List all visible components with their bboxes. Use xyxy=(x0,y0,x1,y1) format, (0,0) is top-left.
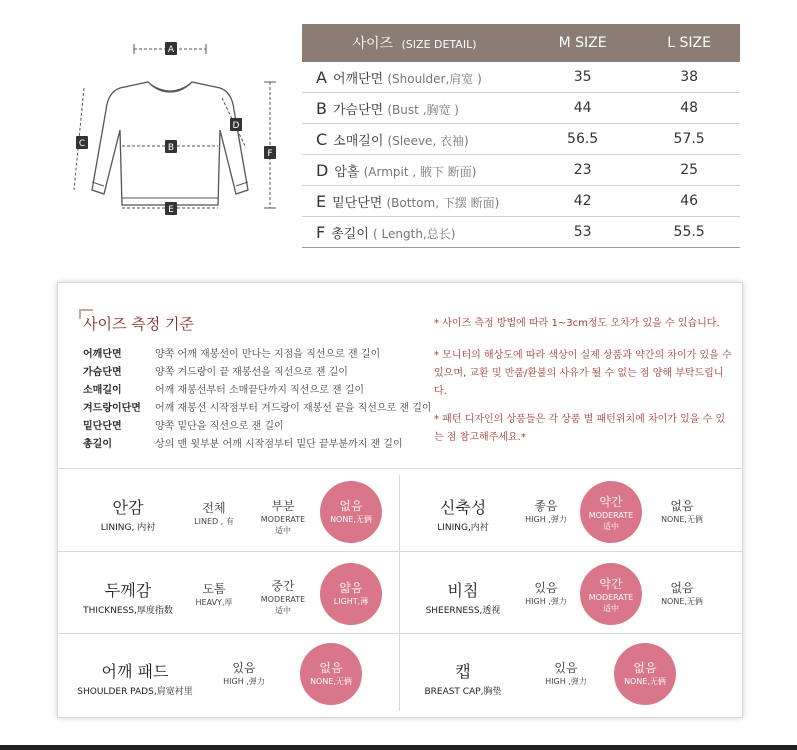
row-letter: B xyxy=(316,98,327,118)
rating-title-text: 비침 xyxy=(447,581,479,600)
row-label: 가슴단면 xyxy=(332,102,384,118)
rating-title-sub: THICKNESS,厚度指数 xyxy=(83,606,173,616)
note-pattern: * 패턴 디자인의 상품들은 각 상품 별 패턴위치에 차이가 있을 수 있는 점 참고해주세요.* xyxy=(434,414,726,443)
option-sub: LIGHT,薄 xyxy=(333,597,369,606)
breast-cap-option-yes xyxy=(536,659,596,687)
bottom-border xyxy=(0,745,797,750)
row-label: 소매길이 xyxy=(333,133,384,149)
thickness-option-light-selected xyxy=(320,563,382,625)
option-sub: NONE,无俩 xyxy=(310,677,352,686)
label-e xyxy=(165,202,177,215)
header-size-detail xyxy=(302,24,527,62)
row-letter: A xyxy=(316,67,327,87)
table-row xyxy=(302,186,740,217)
rating-title-text: 캡 xyxy=(455,662,471,681)
option-sub: MODERATE xyxy=(260,515,306,524)
row-label: 어깨단면 xyxy=(332,71,384,87)
label-f xyxy=(264,146,276,159)
option-label: 중간 xyxy=(271,579,295,593)
row-desc: (Armpit , 腋下 断面) xyxy=(363,164,477,179)
option-label: 없음 xyxy=(670,581,694,595)
option-sub: HIGH ,弹力 xyxy=(223,677,265,686)
option-sub: MODERATE xyxy=(260,595,306,604)
measure-term: 겨드랑이단면 xyxy=(83,403,141,414)
label-a-text: A xyxy=(167,45,175,55)
option-sub: HEAVY,厚 xyxy=(195,598,233,607)
option-label: 없음 xyxy=(339,499,363,513)
row-letter: F xyxy=(316,222,326,242)
row-name xyxy=(302,155,527,186)
header-title: 사이즈 xyxy=(352,36,394,52)
row-label: 암홀 xyxy=(334,164,360,180)
left-cuff xyxy=(92,182,104,186)
table-row xyxy=(302,217,740,248)
measure-desc: 어깨 재봉선 시작점부터 겨드랑이 재봉선 끝을 직선으로 잰 길이 xyxy=(155,403,432,414)
option-sub: HIGH ,弹力 xyxy=(525,597,567,606)
measure-desc: 어깨 재봉선부터 소매끝단까지 직선으로 잰 길이 xyxy=(155,385,365,396)
rating-stretch-title xyxy=(408,495,518,533)
row-m-value: 35 xyxy=(527,62,638,93)
label-e-text: E xyxy=(168,205,174,215)
shirt-collar xyxy=(150,84,190,91)
option-label: 약간 xyxy=(599,577,623,591)
note-error-range: * 사이즈 측정 방법에 따라 1~3cm정도 오차가 있을 수 있습니다. xyxy=(434,318,720,329)
label-b xyxy=(165,140,177,153)
divider xyxy=(58,633,742,634)
row-desc: (Shoulder,肩宽 ) xyxy=(387,71,482,86)
rating-title-sub: LINING,内衬 xyxy=(437,523,489,533)
stretch-option-none xyxy=(652,497,712,525)
sheerness-option-moderate-selected xyxy=(580,563,642,625)
shoulder-pads-option-yes xyxy=(214,659,274,687)
row-desc: (Sleeve, 衣袖) xyxy=(387,133,469,148)
measure-term: 밑단단면 xyxy=(83,421,122,432)
row-name xyxy=(302,186,527,217)
header-l-size: L SIZE xyxy=(638,24,740,62)
thickness-option-heavy xyxy=(186,580,242,608)
shoulder-pads-option-none-selected xyxy=(300,643,362,705)
info-card xyxy=(57,282,743,718)
option-label: 없음 xyxy=(319,661,343,675)
size-table xyxy=(302,24,740,248)
measure-term: 가슴단면 xyxy=(83,367,122,378)
header-title-sub: (SIZE DETAIL) xyxy=(401,38,477,51)
option-sub-2: 适中 xyxy=(275,606,291,615)
stretch-option-high xyxy=(516,497,576,525)
lining-option-none-selected xyxy=(320,481,382,543)
option-sub-2: 适中 xyxy=(603,522,619,531)
row-name xyxy=(302,93,527,124)
row-desc: (Bust ,胸宽 ) xyxy=(387,102,459,117)
option-label: 얇음 xyxy=(339,581,363,595)
row-name xyxy=(302,124,527,155)
row-desc: ( Length,总长) xyxy=(373,226,456,241)
divider xyxy=(58,551,742,552)
row-letter: E xyxy=(316,191,327,211)
row-name xyxy=(302,62,527,93)
rating-title-text: 안감 xyxy=(112,498,144,517)
row-letter: D xyxy=(316,160,329,180)
rating-title-sub: SHOULDER PADS,肩宽衬里 xyxy=(77,687,193,697)
row-m-value: 23 xyxy=(527,155,638,186)
row-l-value: 57.5 xyxy=(638,124,740,155)
measure-desc: 양쪽 겨드랑이 끝 재봉선을 직선으로 잰 길이 xyxy=(155,367,348,378)
option-sub: MODERATE xyxy=(588,593,634,602)
measure-term: 소매길이 xyxy=(83,385,122,396)
label-c-text: C xyxy=(78,139,86,149)
table-row xyxy=(302,93,740,124)
option-sub: HIGH ,弹力 xyxy=(525,515,567,524)
rating-thickness-title xyxy=(64,578,192,616)
rating-title-text: 어깨 패드 xyxy=(101,662,169,681)
table-row xyxy=(302,155,740,186)
row-m-value: 42 xyxy=(527,186,638,217)
option-sub-2: 适中 xyxy=(275,526,291,535)
row-l-value: 46 xyxy=(638,186,740,217)
row-l-value: 38 xyxy=(638,62,740,93)
row-name xyxy=(302,217,527,248)
size-table-header xyxy=(302,24,740,62)
option-sub: NONE,无俩 xyxy=(661,515,703,524)
sheerness-option-none xyxy=(652,579,712,607)
row-label: 밑단단면 xyxy=(332,195,383,211)
rating-lining-title xyxy=(68,495,188,533)
header-m-size: M SIZE xyxy=(527,24,638,62)
row-desc: (Bottom, 下摆 断面) xyxy=(386,195,500,210)
stretch-option-moderate-selected xyxy=(580,481,642,543)
option-label: 약간 xyxy=(599,495,623,509)
option-sub: NONE,无俩 xyxy=(661,597,703,606)
label-f-text: F xyxy=(267,149,273,159)
option-sub-2: 适中 xyxy=(603,604,619,613)
label-c xyxy=(76,136,88,149)
rating-title-text: 두께감 xyxy=(104,581,152,600)
row-m-value: 44 xyxy=(527,93,638,124)
label-d-text: D xyxy=(232,121,240,131)
measure-term: 어깨단면 xyxy=(83,349,122,360)
row-l-value: 55.5 xyxy=(638,217,740,248)
row-l-value: 25 xyxy=(638,155,740,186)
option-label: 있음 xyxy=(232,661,256,675)
rating-breast-cap-title xyxy=(408,659,518,697)
option-label: 없음 xyxy=(670,499,694,513)
measure-title: 사이즈 측정 기준 xyxy=(83,315,194,333)
option-sub: NONE,无俩 xyxy=(624,677,666,686)
rating-shoulder-pads-title xyxy=(60,659,210,697)
option-label: 부분 xyxy=(271,499,295,513)
measure-desc: 상의 맨 윗부분 어깨 시작점부터 밑단 끝부분까지 잰 길이 xyxy=(155,439,403,450)
thickness-option-moderate xyxy=(248,577,318,616)
lining-option-partial xyxy=(248,497,318,536)
option-label: 있음 xyxy=(554,661,578,675)
option-sub: NONE,无俩 xyxy=(330,515,372,524)
breast-cap-option-none-selected xyxy=(614,643,676,705)
row-m-value: 56.5 xyxy=(527,124,638,155)
option-sub: MODERATE xyxy=(588,511,634,520)
option-label: 없음 xyxy=(633,661,657,675)
measure-desc: 양쪽 밑단을 직선으로 잰 길이 xyxy=(155,421,284,432)
divider xyxy=(399,475,400,711)
label-d xyxy=(230,118,242,131)
table-row xyxy=(302,124,740,155)
row-letter: C xyxy=(316,129,328,149)
sheerness-option-high xyxy=(516,579,576,607)
rating-title-sub: LINING, 内衬 xyxy=(100,523,156,533)
option-label: 좋음 xyxy=(534,499,558,513)
table-row xyxy=(302,62,740,93)
option-label: 있음 xyxy=(534,581,558,595)
row-label: 총길이 xyxy=(331,226,369,242)
option-label: 도톰 xyxy=(202,582,226,596)
measure-term: 총길이 xyxy=(83,439,112,450)
option-sub: LINED , 有 xyxy=(194,517,234,526)
option-label: 전체 xyxy=(202,501,226,515)
lining-option-full xyxy=(186,499,242,527)
rating-sheerness-title xyxy=(408,578,518,616)
right-cuff xyxy=(236,182,248,186)
label-a xyxy=(165,42,177,55)
measure-desc: 양쪽 어깨 재봉선이 만나는 지점을 직선으로 잰 길이 xyxy=(155,349,381,360)
option-sub: HIGH ,弹力 xyxy=(545,677,587,686)
divider xyxy=(58,468,742,469)
row-l-value: 48 xyxy=(638,93,740,124)
note-monitor-color: * 모니터의 해상도에 따라 색상이 실제 상품과 약간의 차이가 있을 수 있으며, 교환 및 반품/환불의 사유가 될 수 없는 점 양해 부탁드립니다. xyxy=(434,350,732,397)
rating-title-text: 신축성 xyxy=(439,498,487,517)
row-m-value: 53 xyxy=(527,217,638,248)
label-b-text: B xyxy=(167,143,175,153)
garment-diagram xyxy=(70,30,290,230)
rating-title-sub: SHEERNESS,透视 xyxy=(425,606,501,616)
rating-title-sub: BREAST CAP,胸垫 xyxy=(424,687,502,697)
